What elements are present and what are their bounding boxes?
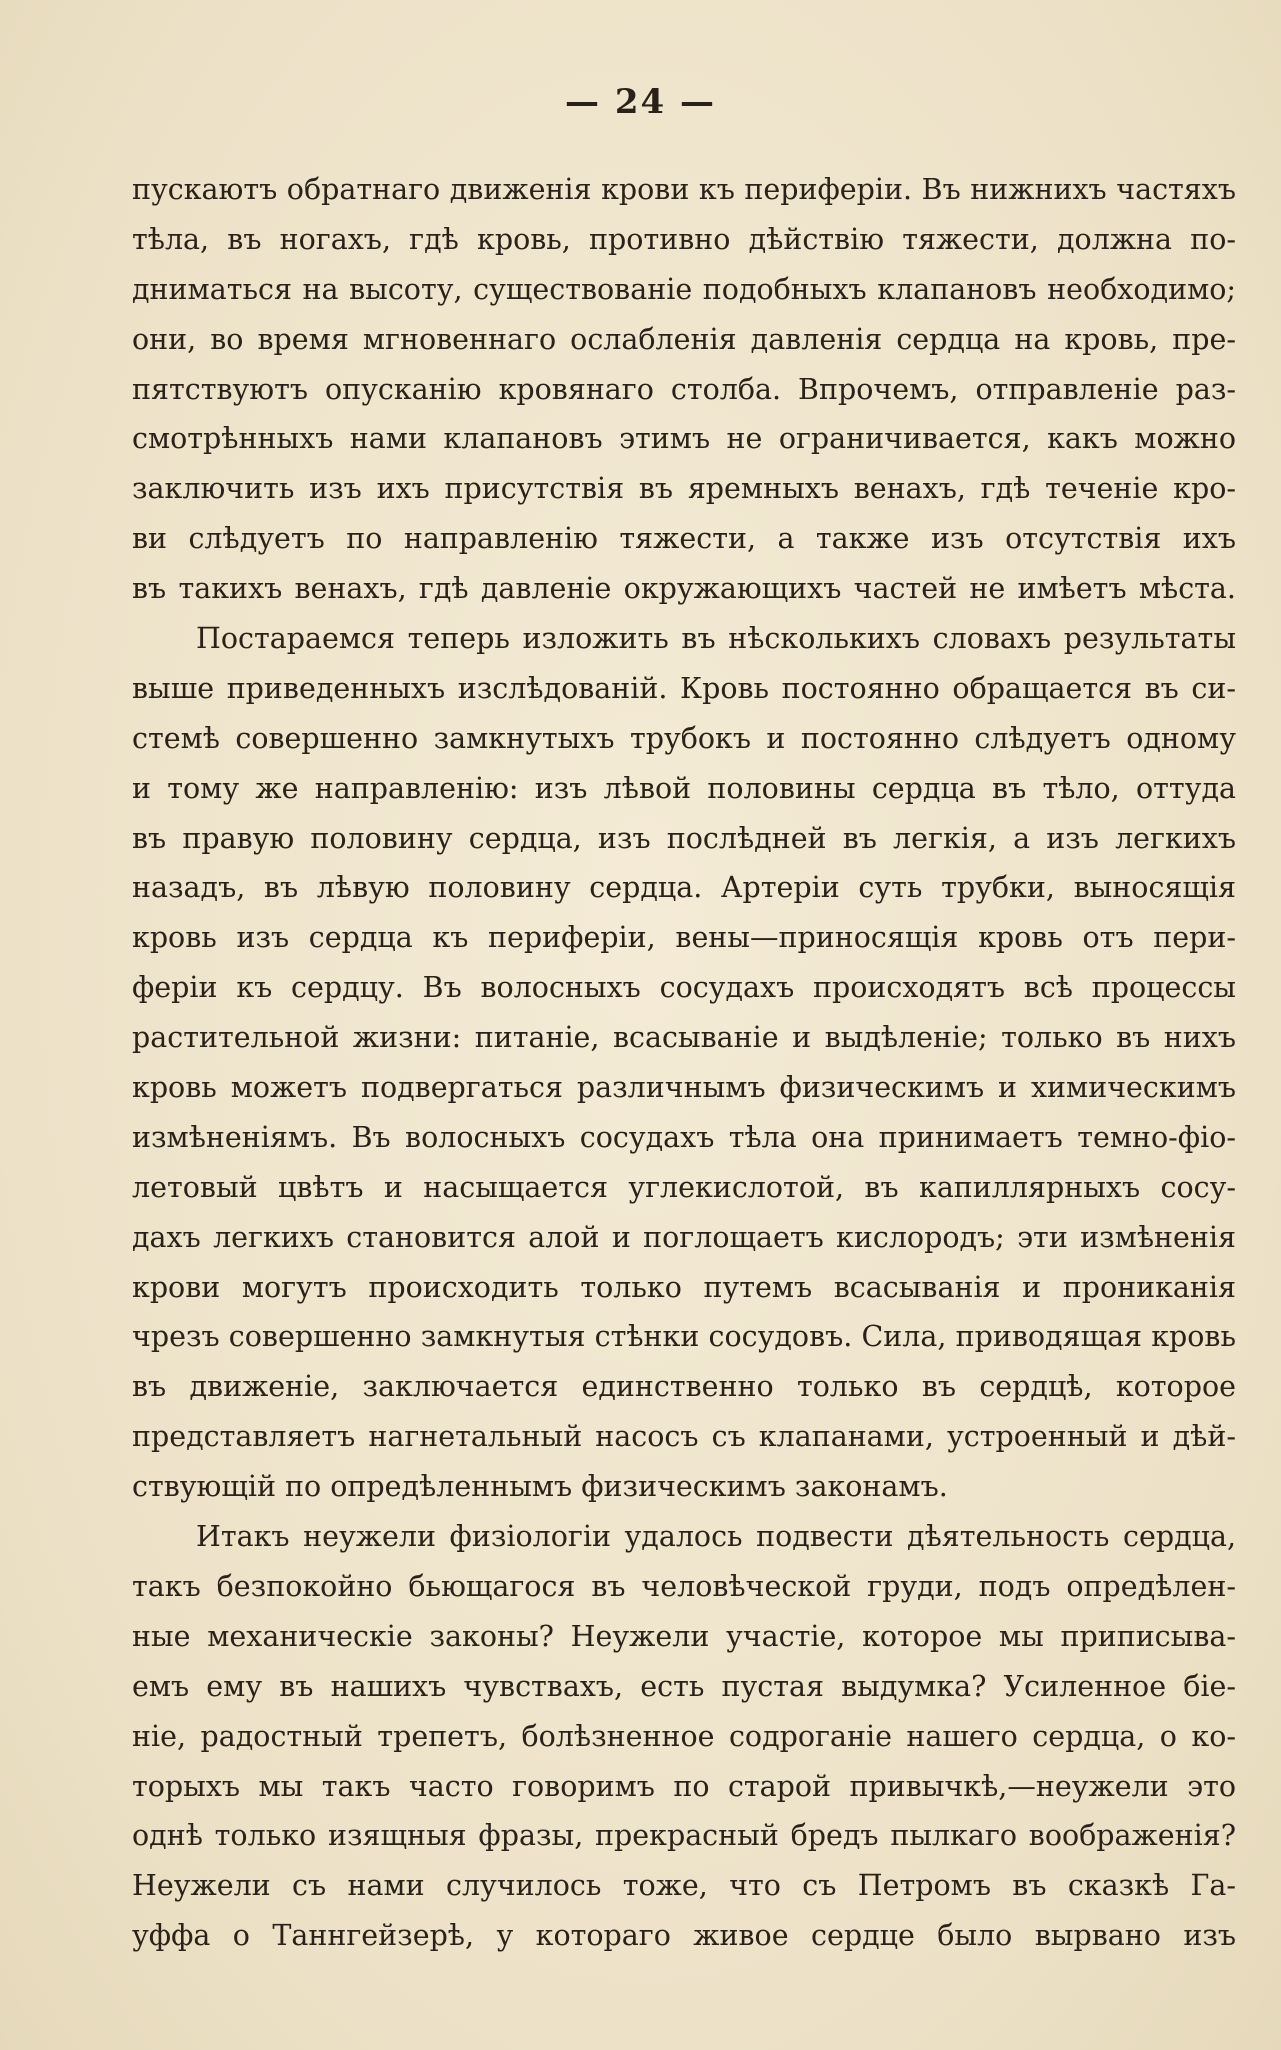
text-line: дахъ легкихъ становится алой и поглощаетъ кислородъ; эти измѣненія [132, 1220, 1236, 1254]
text-line: кровь можетъ подвергаться различнымъ физическимъ и химическимъ [132, 1071, 1236, 1105]
text-line: заключить изъ ихъ присутствія въ яремныхъ венахъ, гдѣ теченіе кро- [132, 472, 1236, 506]
text-line: измѣненіямъ. Въ волосныхъ сосудахъ тѣла она принимаетъ темно-фіо- [132, 1120, 1236, 1154]
text-line: Итакъ неужели физіологіи удалось подвести дѣятельность сердца, [196, 1520, 1236, 1554]
text-line: въ правую половину сердца, изъ послѣдней въ легкія, а изъ легкихъ [132, 821, 1236, 855]
paragraph-1 [132, 165, 1236, 614]
text-line: въ движеніе, заключается единственно только въ сердцѣ, которое [132, 1370, 1236, 1404]
text-line: кровь изъ сердца къ периферіи, вены—приносящія кровь отъ пери- [132, 921, 1236, 955]
text-line: смотрѣнныхъ нами клапановъ этимъ не ограничивается, какъ можно [132, 422, 1236, 456]
text-line: емъ ему въ нашихъ чувствахъ, есть пустая выдумка? Усиленное біе- [132, 1669, 1236, 1703]
paragraph-3 [132, 1512, 1236, 1961]
text-line: выше приведенныхъ изслѣдованій. Кровь постоянно обращается въ си- [132, 671, 1236, 705]
text-line: летовый цвѣтъ и насыщается углекислотой, въ капиллярныхъ сосу- [132, 1170, 1236, 1204]
text-line: однѣ только изящныя фразы, прекрасный бредъ пылкаго воображенія? [132, 1819, 1236, 1853]
text-line: въ такихъ венахъ, гдѣ давленіе окружающихъ частей не имѣетъ мѣста. [132, 572, 1236, 606]
text-line: назадъ, въ лѣвую половину сердца. Артеріи суть трубки, выносящія [132, 871, 1236, 905]
text-line: они, во время мгновеннаго ослабленія давленія сердца на кровь, пре- [132, 322, 1236, 356]
text-line: Постараемся теперь изложить въ нѣсколькихъ словахъ результаты [196, 622, 1236, 656]
text-line: ніе, радостный трепетъ, болѣзненное содроганіе нашего сердца, о ко- [132, 1719, 1236, 1753]
text-line: уффа о Таннгейзерѣ, у котораго живое сердце было вырвано изъ [132, 1919, 1236, 1953]
text-line: и тому же направленію: изъ лѣвой половины сердца въ тѣло, оттуда [132, 771, 1236, 805]
text-line: ствующій по опредѣленнымъ физическимъ законамъ. [132, 1470, 948, 1504]
page-number: — 24 — [565, 82, 716, 122]
text-line: тѣла, въ ногахъ, гдѣ кровь, противно дѣйствію тяжести, должна по- [132, 222, 1236, 256]
text-line: чрезъ совершенно замкнутыя стѣнки сосудовъ. Сила, приводящая кровь [132, 1320, 1236, 1354]
text-line: феріи къ сердцу. Въ волосныхъ сосудахъ происходятъ всѣ процессы [132, 971, 1236, 1005]
text-line: крови могутъ происходить только путемъ всасыванія и прониканія [132, 1270, 1236, 1304]
text-line: стемѣ совершенно замкнутыхъ трубокъ и постоянно слѣдуетъ одному [132, 721, 1236, 755]
body-text [132, 165, 1236, 1961]
text-line: растительной жизни: питаніе, всасываніе и выдѣленіе; только въ нихъ [132, 1021, 1236, 1055]
text-line: пускаютъ обратнаго движенія крови къ периферіи. Въ нижнихъ частяхъ [132, 173, 1236, 206]
paragraph-2 [132, 614, 1236, 1512]
text-line: ви слѣдуетъ по направленію тяжести, а также изъ отсутствія ихъ [132, 522, 1236, 556]
text-line: Неужели съ нами случилось тоже, что съ Петромъ въ сказкѣ Га- [132, 1869, 1236, 1903]
text-line: такъ безпокойно бьющагося въ человѣческой груди, подъ опредѣлен- [132, 1569, 1236, 1603]
text-line: дниматься на высоту, существованіе подобныхъ клапановъ необходимо; [132, 272, 1236, 306]
text-line: ные механическіе законы? Неужели участіе, которое мы приписыва- [132, 1619, 1236, 1653]
text-line: торыхъ мы такъ часто говоримъ по старой привычкѣ,—неужели это [132, 1769, 1236, 1803]
text-line: представляетъ нагнетальный насосъ съ клапанами, устроенный и дѣй- [132, 1420, 1236, 1454]
text-line: пятствуютъ опусканію кровянаго столба. Впрочемъ, отправленіе раз- [132, 372, 1236, 406]
